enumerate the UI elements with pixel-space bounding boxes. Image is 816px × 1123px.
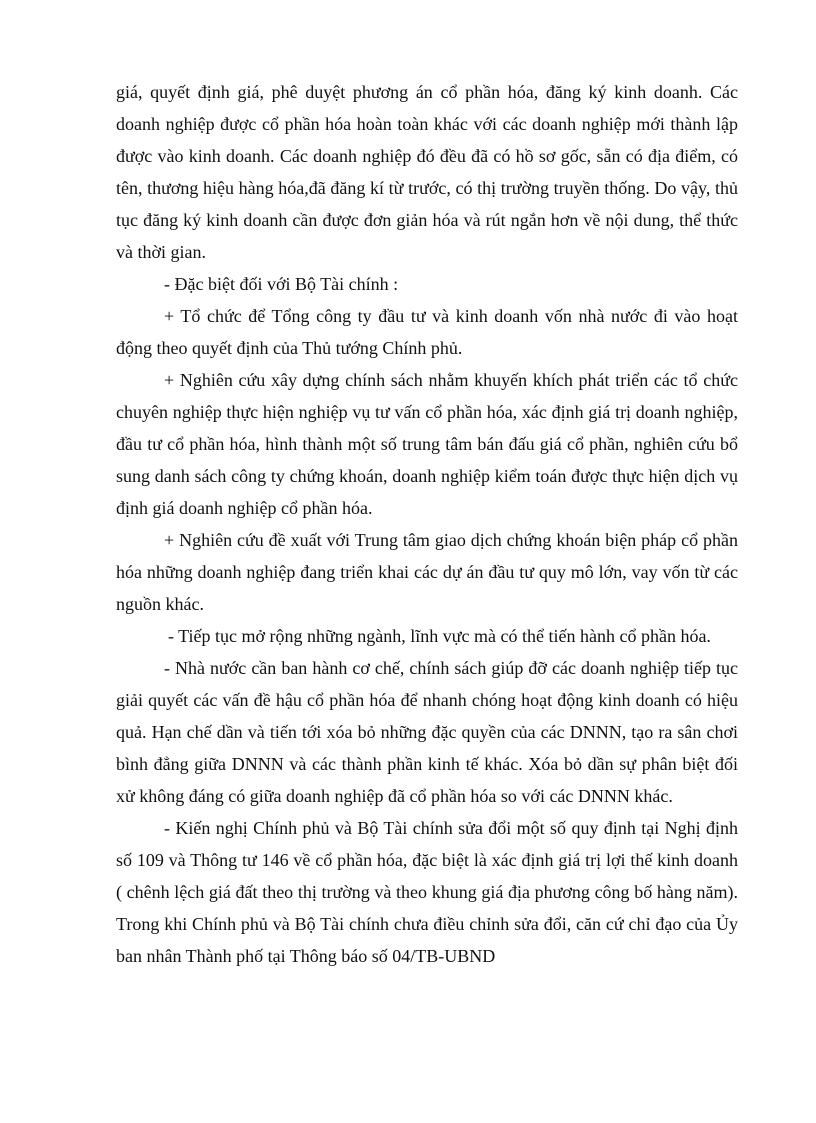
document-page xyxy=(116,76,738,972)
paragraph-1-continuation: giá, quyết định giá, phê duyệt phương án cổ phần hóa, đăng ký kinh doanh. Các doanh nghiệp được cổ phần hóa hoàn toàn khác với các doanh nghiệp mới thành lập được vào kinh doanh. Các doanh nghiệp đó đều đã có hồ sơ gốc, sẵn có địa điểm, có tên, thương hiệu hàng hóa,đã đăng kí từ trước, có thị trường truyền thống. Do vậy, thủ tục đăng ký kinh doanh cần được đơn giản hóa và rút ngắn hơn về nội dung, thể thức và thời gian. xyxy=(116,82,738,262)
paragraph-7-state-policy: - Nhà nước cần ban hành cơ chế, chính sách giúp đỡ các doanh nghiệp tiếp tục giải quyết các vấn đề hậu cổ phần hóa để nhanh chóng hoạt động kinh doanh có hiệu quả. Hạn chế dần và tiến tới xóa bỏ những đặc quyền của các DNNN, tạo ra sân chơi bình đẳng giữa DNNN và các thành phần kinh tế khác. Xóa bỏ dần sự phân biệt đối xử không đáng có giữa doanh nghiệp đã cổ phần hóa so với các DNNN khác. xyxy=(116,658,738,806)
paragraph-3-corporation: + Tổ chức để Tổng công ty đầu tư và kinh doanh vốn nhà nước đi vào hoạt động theo quyết định của Thủ tướng Chính phủ. xyxy=(116,306,738,358)
paragraph-6-expand-sectors: - Tiếp tục mở rộng những ngành, lĩnh vực mà có thể tiến hành cổ phần hóa. xyxy=(168,626,711,646)
paragraph-2-ministry-heading: - Đặc biệt đối với Bộ Tài chính : xyxy=(164,274,399,294)
paragraph-5-stock-exchange: + Nghiên cứu đề xuất với Trung tâm giao dịch chứng khoán biện pháp cổ phần hóa những doanh nghiệp đang triển khai các dự án đầu tư quy mô lớn, vay vốn từ các nguồn khác. xyxy=(116,530,738,614)
paragraph-4-policy-research: + Nghiên cứu xây dựng chính sách nhằm khuyến khích phát triển các tổ chức chuyên nghiệp thực hiện nghiệp vụ tư vấn cổ phần hóa, xác định giá trị doanh nghiệp, đầu tư cổ phần hóa, hình thành một số trung tâm bán đấu giá cổ phần, nghiên cứu bổ sung danh sách công ty chứng khoán, doanh nghiệp kiểm toán được thực hiện dịch vụ định giá doanh nghiệp cổ phần hóa. xyxy=(116,370,738,518)
paragraph-8-recommendation: - Kiến nghị Chính phủ và Bộ Tài chính sửa đổi một số quy định tại Nghị định số 109 và Thông tư 146 về cổ phần hóa, đặc biệt là xác định giá trị lợi thế kinh doanh ( chênh lệch giá đất theo thị trường và theo khung giá địa phương công bố hàng năm). Trong khi Chính phủ và Bộ Tài chính chưa điều chỉnh sửa đổi, căn cứ chỉ đạo của Ủy ban nhân Thành phố tại Thông báo số 04/TB-UBND xyxy=(116,818,738,966)
